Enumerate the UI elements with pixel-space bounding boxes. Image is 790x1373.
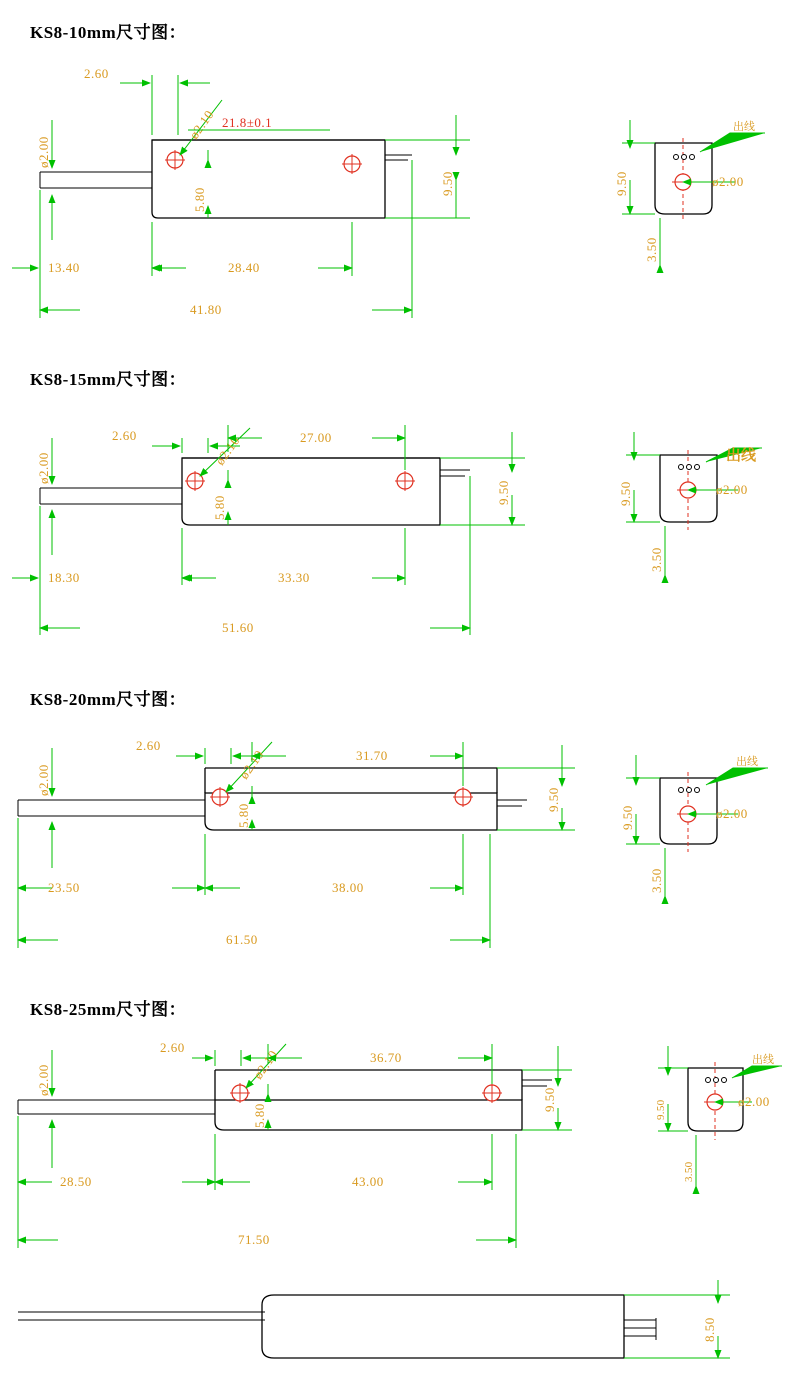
dim-side-o2-00-c: ø2.00 [716, 806, 748, 821]
dim-o2-00-b: ø2.00 [36, 452, 51, 484]
dim-side-3-50-d: 3.50 [683, 1161, 695, 1182]
dim-8-50: 8.50 [702, 1317, 717, 1342]
view-ks8-20-side [620, 754, 768, 896]
dim-61-50: 61.50 [226, 932, 258, 947]
dim-18-30: 18.30 [48, 570, 80, 585]
dim-41-80: 41.80 [190, 302, 222, 317]
dim-o2-00-d: ø2.00 [36, 1064, 51, 1096]
section-title-ks8-25: KS8-25mm尺寸图： [30, 1000, 187, 1019]
dim-51-60: 51.60 [222, 620, 254, 635]
dim-38-00: 38.00 [332, 880, 364, 895]
dim-71-50: 71.50 [238, 1232, 270, 1247]
dim-o2-10-a: ø2.10 [186, 107, 217, 142]
dim-9-50-d: 9.50 [542, 1087, 557, 1112]
dim-side-3-50-a: 3.50 [644, 237, 659, 262]
label-outlet-b: 出线 [726, 448, 757, 464]
dim-side-9-50-c: 9.50 [620, 805, 635, 830]
view-ks8-10-side [614, 119, 765, 265]
dim-13-40: 13.40 [48, 260, 80, 275]
dim-side-o2-00-a: ø2.00 [712, 174, 744, 189]
view-bottom [18, 1280, 730, 1358]
dim-9-50-a: 9.50 [440, 171, 455, 196]
dim-2-60-b: 2.60 [112, 428, 137, 443]
dim-31-70: 31.70 [356, 748, 388, 763]
label-outlet-d: 出线 [752, 1054, 774, 1066]
section-title-ks8-20: KS8-20mm尺寸图： [30, 690, 187, 709]
view-ks8-10-front [12, 66, 470, 318]
dim-2-60-c: 2.60 [136, 738, 161, 753]
dim-o2-10-b: ø2.10 [212, 433, 243, 468]
dim-2-60-d: 2.60 [160, 1040, 185, 1055]
dim-36-70: 36.70 [370, 1050, 402, 1065]
dim-side-9-50-b: 9.50 [618, 481, 633, 506]
view-ks8-20-front [18, 738, 575, 948]
dim-5-80-a: 5.80 [192, 187, 207, 212]
view-ks8-25-side [655, 1046, 782, 1186]
dim-2-60-a: 2.60 [84, 66, 109, 81]
dim-33-30: 33.30 [278, 570, 310, 585]
dim-27-00: 27.00 [300, 430, 332, 445]
dim-side-o2-00-b: ø2.00 [716, 482, 748, 497]
dim-o2-10-d: ø2.10 [250, 1047, 281, 1082]
dim-5-80-d: 5.80 [252, 1103, 267, 1128]
section-title-ks8-10: KS8-10mm尺寸图： [30, 23, 187, 42]
dim-5-80-c: 5.80 [236, 803, 251, 828]
dim-side-9-50-d: 9.50 [655, 1099, 667, 1120]
dim-side-3-50-b: 3.50 [649, 547, 664, 572]
dim-43-00: 43.00 [352, 1174, 384, 1189]
dim-9-50-c: 9.50 [546, 787, 561, 812]
dim-28-50: 28.50 [60, 1174, 92, 1189]
view-ks8-25-front [18, 1040, 572, 1248]
dim-23-50: 23.50 [48, 880, 80, 895]
dim-o2-00-a: ø2.00 [36, 136, 51, 168]
dim-o2-00-c: ø2.00 [36, 764, 51, 796]
dim-5-80-b: 5.80 [212, 495, 227, 520]
dim-o2-10-c: ø2.10 [236, 747, 267, 782]
section-title-ks8-15: KS8-15mm尺寸图： [30, 370, 187, 389]
label-outlet-c: 出线 [736, 756, 758, 768]
dim-side-3-50-c: 3.50 [649, 868, 664, 893]
dim-tolerance-a: 21.8±0.1 [222, 115, 273, 130]
view-ks8-15-front [12, 425, 525, 635]
dim-9-50-b: 9.50 [496, 480, 511, 505]
dim-side-o2-00-d: ø2.00 [738, 1094, 770, 1109]
label-outlet-a: 出线 [733, 121, 755, 133]
dim-side-9-50-a: 9.50 [614, 171, 629, 196]
dim-28-40: 28.40 [228, 260, 260, 275]
view-ks8-15-side [618, 432, 762, 575]
